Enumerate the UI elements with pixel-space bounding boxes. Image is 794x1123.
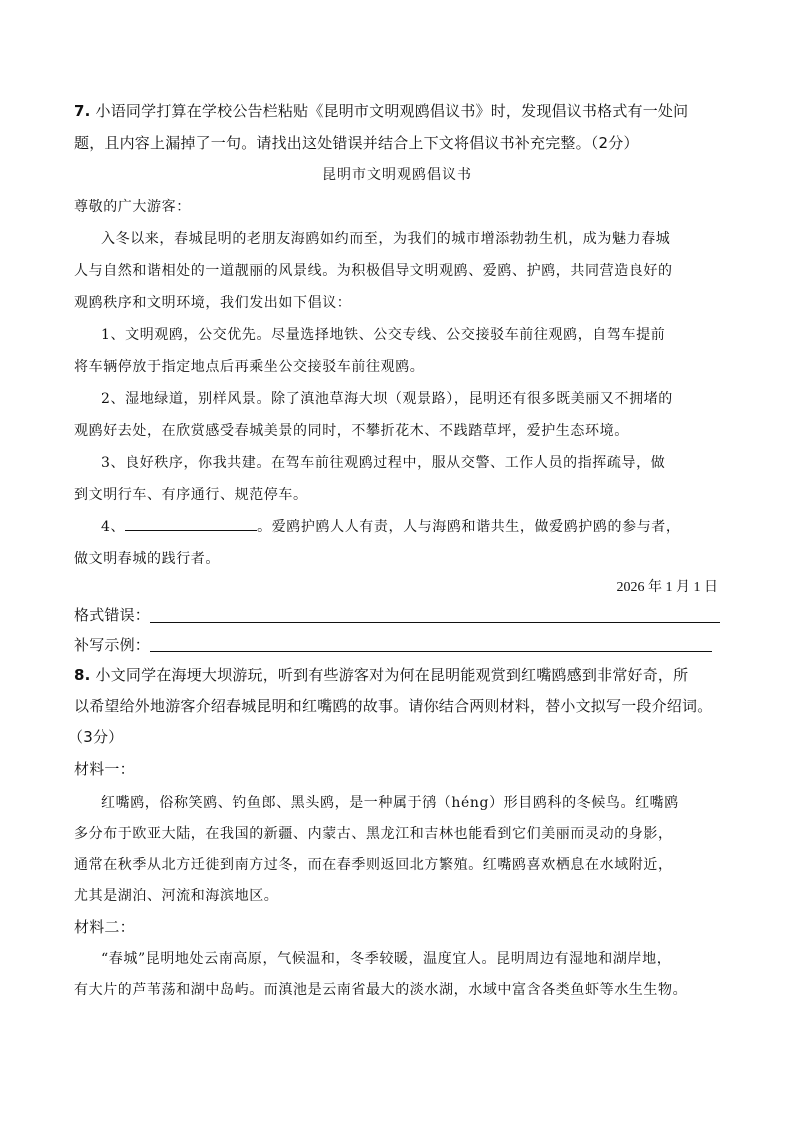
- q7-line-2: 题，且内容上漏掉了一句。请找出这处错误并结合上下文将倡议书补充完整。（2分）: [74, 134, 639, 152]
- letter-item4-1: [101, 516, 681, 536]
- format-error-label: 格式错误：: [74, 606, 151, 624]
- item4-suffix: 。爱鸥护鸥人人有责，人与海鸥和谐共生，做爱鸥护鸥的参与者，: [257, 519, 681, 535]
- item4-blank[interactable]: [125, 516, 257, 531]
- example-answer-line[interactable]: [150, 651, 712, 652]
- letter-intro-1: 入冬以来，春城昆明的老朋友海鸥如约而至，为我们的城市增添勃勃生机，成为魅力春城: [101, 231, 671, 247]
- letter-item2-2: 观鸥好去处，在欣赏感受春城美景的同时，不攀折花木、不践踏草坪，爱护生态环境。: [74, 423, 629, 439]
- letter-intro-3: 观鸥秩序和文明环境，我们发出如下倡议：: [74, 295, 352, 311]
- letter-item2-1: 2、湿地绿道，别样风景。除了滇池草海大坝（观景路），昆明还有很多既美丽又不拥堵的: [101, 391, 673, 407]
- q8-line-2: 以希望给外地游客介绍春城昆明和红嘴鸥的故事。请你结合两则材料，替小文拟写一段介绍词。: [74, 697, 713, 715]
- q7-line-1: [74, 100, 688, 121]
- letter-item1-1: 1、文明观鸥，公交优先。尽量选择地铁、公交专线、公交接驳车前往观鸥，自驾车提前: [101, 327, 666, 343]
- q8-line-3: （3分）: [68, 728, 124, 746]
- letter-item3-1: 3、良好秩序，你我共建。在驾车前往观鸥过程中，服从交警、工作人员的指挥疏导，做: [101, 455, 666, 471]
- letter-salutation: 尊敬的广大游客：: [74, 199, 191, 215]
- q8-text-1: 小文同学在海埂大坝游玩，听到有些游客对为何在昆明能观赏到红嘴鸥感到非常好奇，所: [90, 666, 689, 684]
- material2-label: 材料二：: [74, 918, 135, 936]
- example-label: 补写示例：: [74, 636, 151, 654]
- format-error-answer-line[interactable]: [150, 622, 720, 623]
- q8-number: 8.: [74, 666, 91, 684]
- letter-title: 昆明市文明观鸥倡议书: [322, 167, 472, 183]
- item4-prefix: 4、: [101, 519, 126, 535]
- material2-line-1: “春城”昆明地处云南高原，气候温和，冬季较暖，温度宜人。昆明周边有湿地和湖岸地，: [101, 951, 672, 967]
- letter-item1-2: 将车辆停放于指定地点后再乘坐公交接驳车前往观鸥。: [74, 359, 425, 375]
- material1-line-4: 尤其是湖泊、河流和海滨地区。: [74, 888, 279, 904]
- letter-item4-2: 做文明春城的践行者。: [74, 551, 220, 567]
- material1-line-1: 红嘴鸥，俗称笑鸥、钓鱼郎、黑头鸥，是一种属于鸻（héng）形目鸥科的冬候鸟。红嘴鸥: [101, 795, 679, 811]
- q7-number: 7.: [74, 102, 91, 120]
- q8-line-1: [74, 664, 688, 685]
- q7-text-1: 小语同学打算在学校公告栏粘贴《昆明市文明观鸥倡议书》时，发现倡议书格式有一处问: [90, 102, 689, 120]
- material2-line-2: 有大片的芦苇荡和湖中岛屿。而滇池是云南省最大的淡水湖，水域中富含各类鱼虾等水生生物。: [74, 982, 688, 998]
- letter-item3-2: 到文明行车、有序通行、规范停车。: [74, 487, 308, 503]
- material1-line-2: 多分布于欧亚大陆，在我国的新疆、内蒙古、黑龙江和吉林也能看到它们美丽而灵动的身影，: [74, 826, 673, 842]
- letter-intro-2: 人与自然和谐相处的一道靓丽的风景线。为积极倡导文明观鸥、爱鸥、护鸥，共同营造良好的: [74, 263, 673, 279]
- material1-line-3: 通常在秋季从北方迁徙到南方过冬，而在春季则返回北方繁殖。红嘴鸥喜欢栖息在水域附近，: [74, 857, 673, 873]
- letter-date: 2026 年 1 月 1 日: [616, 580, 718, 595]
- material1-label: 材料一：: [74, 760, 135, 778]
